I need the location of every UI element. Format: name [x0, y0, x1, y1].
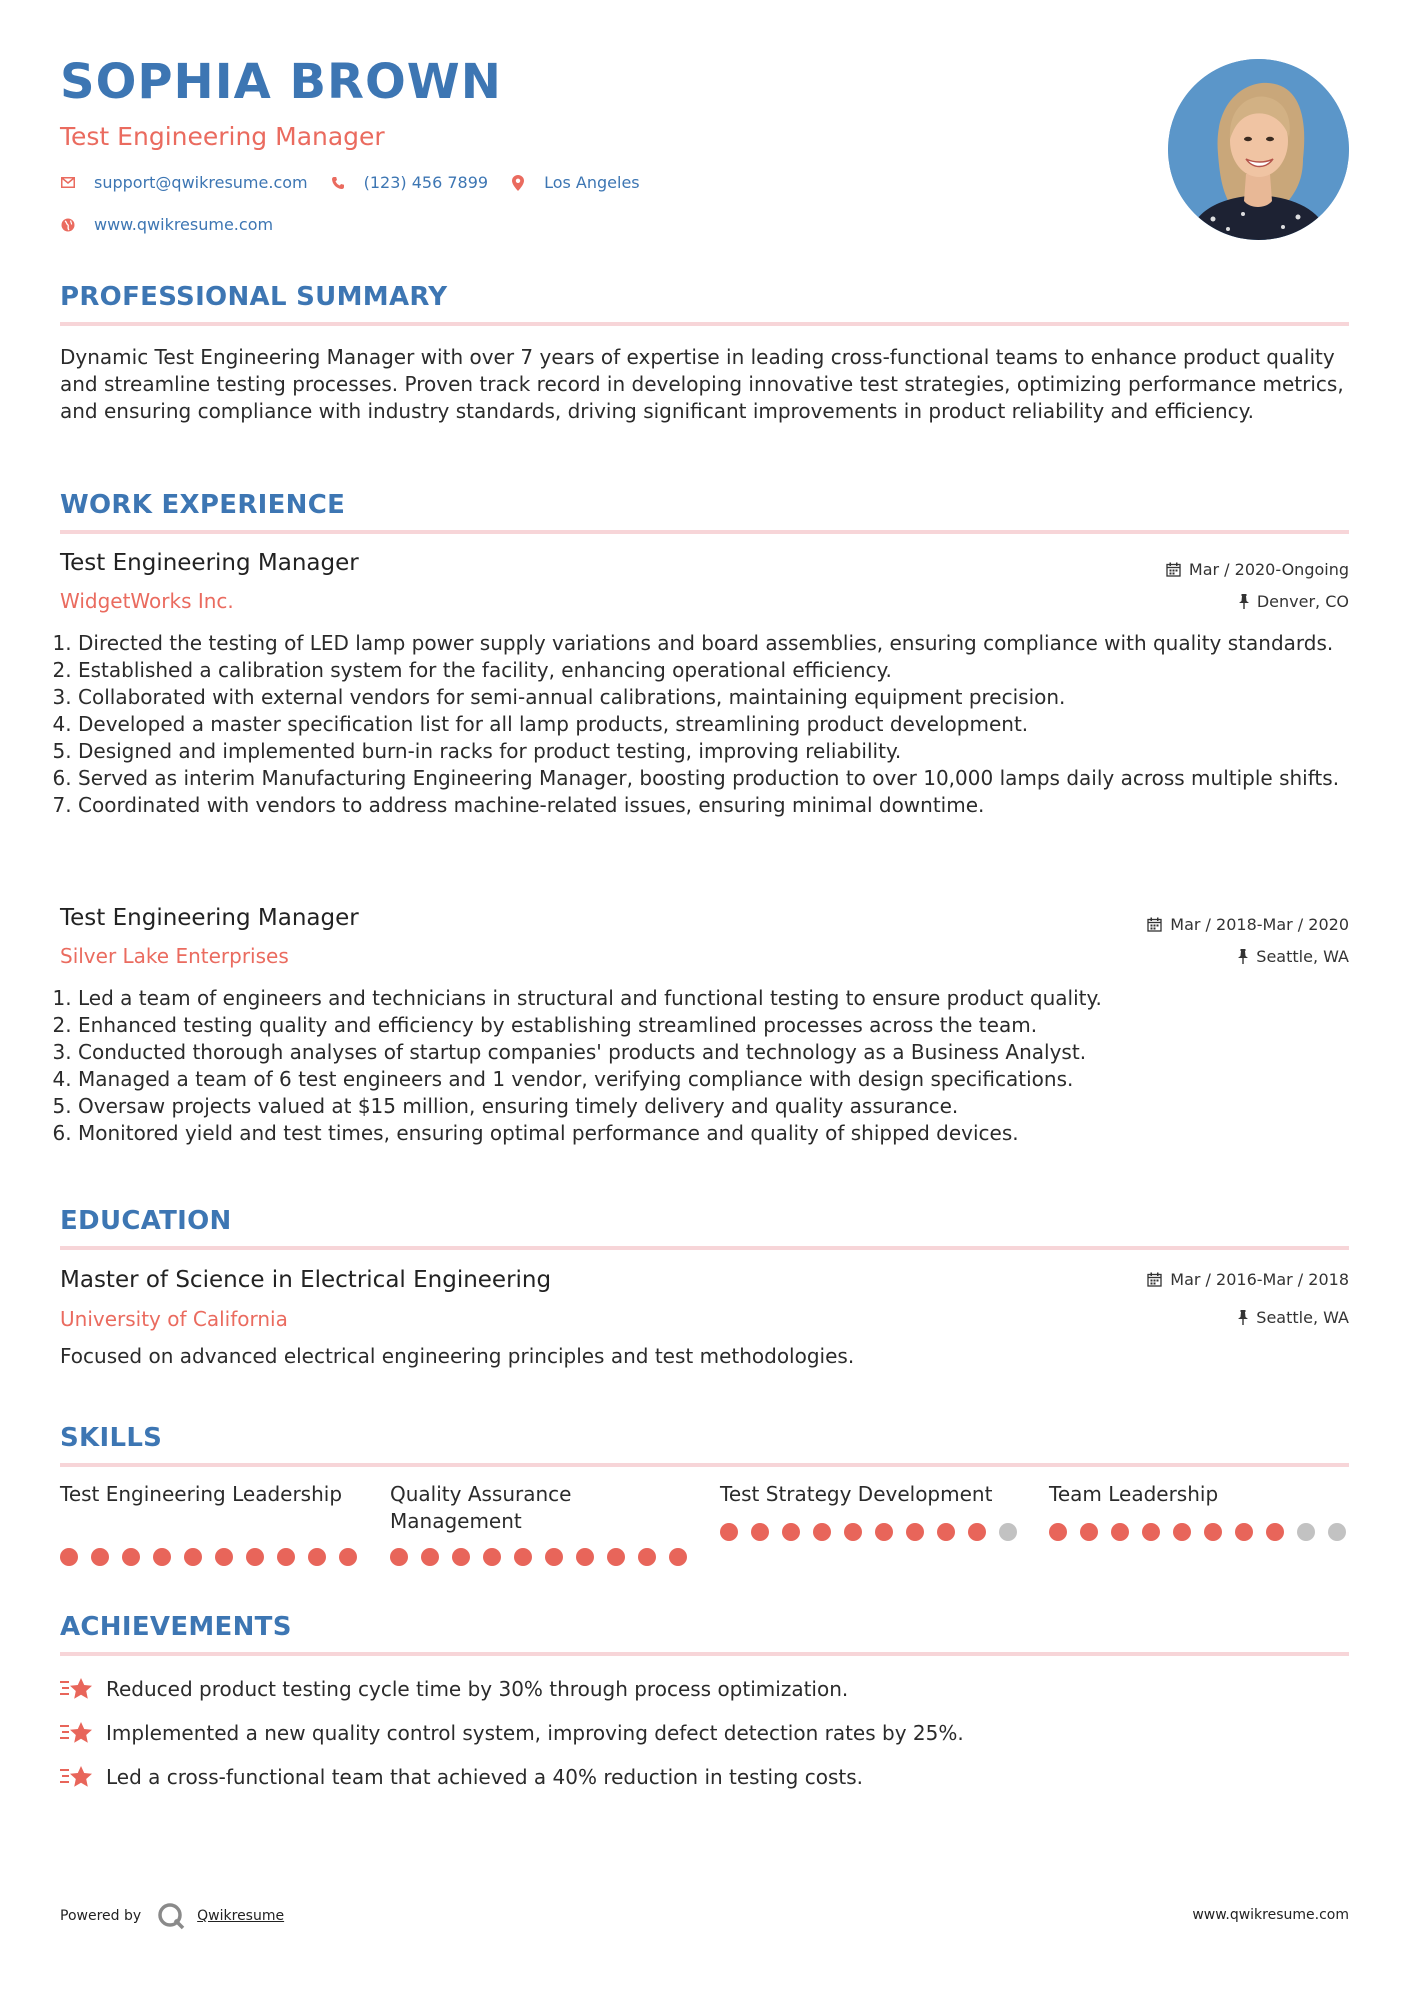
rating-dot-filled [751, 1523, 769, 1541]
list-item: 3. Collaborated with external vendors for semi-annual calibrations, maintaining equipment precision. [78, 684, 1349, 711]
company-name: Silver Lake Enterprises [60, 944, 289, 968]
skill-name: Quality Assurance Management [390, 1482, 572, 1533]
job-duties-list [60, 985, 1349, 1147]
education-location [1238, 1308, 1349, 1327]
skill-item [1049, 1481, 1349, 1535]
rating-dot-filled [452, 1548, 470, 1566]
list-item: 1. Led a team of engineers and technicians in structural and functional testing to ensure product quality. [78, 985, 1349, 1012]
experience-heading: WORK EXPERIENCE [60, 490, 346, 520]
section-divider [60, 530, 1349, 534]
rating-dot-filled [782, 1523, 800, 1541]
job-title: Test Engineering Manager [60, 905, 359, 931]
job-title: Test Engineering Manager [60, 550, 359, 576]
list-item: 3. Conducted thorough analyses of startup companies' products and technology as a Business Analyst. [78, 1039, 1349, 1066]
rating-dot-filled [1142, 1523, 1160, 1541]
company-name: WidgetWorks Inc. [60, 589, 234, 613]
job-dates [1166, 560, 1349, 579]
rating-dot-filled [1266, 1523, 1284, 1541]
website-row [60, 215, 295, 234]
list-item: 2. Established a calibration system for the facility, enhancing operational efficiency. [78, 657, 1349, 684]
candidate-role: Test Engineering Manager [60, 122, 385, 151]
rating-dot-filled [514, 1548, 532, 1566]
summary-heading: PROFESSIONAL SUMMARY [60, 282, 448, 312]
phone-icon [330, 175, 346, 191]
rating-dot-filled [669, 1548, 687, 1566]
rating-dot-filled [421, 1548, 439, 1566]
rating-dot-filled [246, 1548, 264, 1566]
rating-dot-filled [153, 1548, 171, 1566]
rating-dot-filled [60, 1548, 78, 1566]
rating-dot-filled [390, 1548, 408, 1566]
education-description: Focused on advanced electrical engineering principles and test methodologies. [60, 1344, 855, 1368]
list-item: 7. Coordinated with vendors to address machine-related issues, ensuring minimal downtime. [78, 792, 1349, 819]
job-dates [1147, 915, 1349, 934]
envelope-icon [60, 175, 76, 191]
rating-dot-filled [277, 1548, 295, 1566]
location-text: Los Angeles [544, 173, 640, 192]
skill-name: Test Engineering Leadership [60, 1482, 343, 1506]
qwikresume-logo-icon [157, 1902, 185, 1930]
rating-dot-empty [1328, 1523, 1346, 1541]
star-icon [60, 1764, 94, 1790]
skills-heading: SKILLS [60, 1423, 163, 1453]
skill-item [390, 1481, 690, 1535]
rating-dot-filled [339, 1548, 357, 1566]
list-item: 4. Developed a master specification list for all lamp products, streamlining product development. [78, 711, 1349, 738]
job-dates-text: Mar / 2018-Mar / 2020 [1170, 915, 1349, 934]
website-text: www.qwikresume.com [94, 215, 274, 234]
list-item: 2. Enhanced testing quality and efficiency by establishing streamlined processes across the team. [78, 1012, 1349, 1039]
rating-dot-filled [638, 1548, 656, 1566]
rating-dot-filled [545, 1548, 563, 1566]
skill-rating [720, 1523, 1030, 1541]
email-text: support@qwikresume.com [94, 173, 308, 192]
star-icon [60, 1676, 94, 1702]
contact-website[interactable] [60, 215, 273, 234]
brand-link[interactable]: Qwikresume [197, 1908, 285, 1924]
school-name: University of California [60, 1307, 288, 1331]
job-location-text: Denver, CO [1256, 592, 1349, 611]
globe-icon [60, 217, 76, 233]
skill-item [720, 1481, 1020, 1535]
rating-dot-filled [91, 1548, 109, 1566]
rating-dot-filled [844, 1523, 862, 1541]
education-dates [1147, 1270, 1349, 1289]
list-item: 1. Directed the testing of LED lamp power supply variations and board assemblies, ensuring compliance with quality standards. [78, 630, 1349, 657]
skill-name: Test Strategy Development [720, 1482, 993, 1506]
section-divider [60, 1463, 1349, 1467]
rating-dot-empty [999, 1523, 1017, 1541]
rating-dot-filled [1049, 1523, 1067, 1541]
job-duties-list [60, 630, 1349, 819]
calendar-icon [1147, 917, 1162, 932]
section-divider [60, 322, 1349, 326]
rating-dot-filled [308, 1548, 326, 1566]
rating-dot-filled [720, 1523, 738, 1541]
section-divider [60, 1652, 1349, 1656]
achievement-item [60, 1676, 848, 1702]
job-location-text: Seattle, WA [1256, 947, 1349, 966]
list-item: 5. Designed and implemented burn-in racks for product testing, improving reliability. [78, 738, 1349, 765]
rating-dot-filled [483, 1548, 501, 1566]
rating-dot-filled [122, 1548, 140, 1566]
achievement-text: Led a cross-functional team that achieved a 40% reduction in testing costs. [106, 1765, 864, 1789]
achievement-text: Implemented a new quality control system, improving defect detection rates by 25%. [106, 1721, 964, 1745]
job-dates-text: Mar / 2020-Ongoing [1188, 560, 1349, 579]
contact-phone[interactable] [330, 173, 488, 192]
list-item: 6. Monitored yield and test times, ensuring optimal performance and quality of shipped devices. [78, 1120, 1349, 1147]
rating-dot-filled [1173, 1523, 1191, 1541]
phone-text: (123) 456 7899 [363, 173, 489, 192]
skill-rating [1049, 1523, 1359, 1541]
summary-text: Dynamic Test Engineering Manager with over 7 years of expertise in leading cross-functional teams to enhance product quality and streamline testing processes. Proven track record in developing innovative test strategies, optimizing performance metrics, and ensuring compliance with industry standards, driving significant improvements in product reliability and efficiency. [60, 345, 1344, 423]
degree-title: Master of Science in Electrical Engineering [60, 1267, 552, 1293]
footer-website[interactable]: www.qwikresume.com [1192, 1907, 1349, 1923]
skill-item [60, 1481, 360, 1535]
pushpin-icon [1238, 1310, 1248, 1325]
rating-dot-filled [1111, 1523, 1129, 1541]
pushpin-icon [1238, 949, 1248, 964]
candidate-name: SOPHIA BROWN [60, 54, 502, 110]
rating-dot-filled [576, 1548, 594, 1566]
pushpin-icon [1239, 594, 1249, 609]
list-item: 5. Oversaw projects valued at $15 million, ensuring timely delivery and quality assurance. [78, 1093, 1349, 1120]
skill-name: Team Leadership [1049, 1482, 1219, 1506]
calendar-icon [1147, 1272, 1162, 1287]
map-pin-icon [510, 175, 526, 191]
footer-powered-by [60, 1902, 284, 1930]
calendar-icon [1166, 562, 1181, 577]
rating-dot-filled [1235, 1523, 1253, 1541]
profile-photo [1168, 59, 1349, 240]
education-location-text: Seattle, WA [1256, 1308, 1349, 1327]
achievements-heading: ACHIEVEMENTS [60, 1612, 292, 1642]
achievement-text: Reduced product testing cycle time by 30% through process optimization. [106, 1677, 849, 1701]
rating-dot-empty [1297, 1523, 1315, 1541]
achievement-item [60, 1764, 863, 1790]
powered-by-text: Powered by [60, 1908, 142, 1924]
job-location [1238, 947, 1349, 966]
achievement-item [60, 1720, 964, 1746]
rating-dot-filled [215, 1548, 233, 1566]
education-dates-text: Mar / 2016-Mar / 2018 [1170, 1270, 1349, 1289]
rating-dot-filled [875, 1523, 893, 1541]
contact-row [60, 173, 662, 192]
rating-dot-filled [607, 1548, 625, 1566]
skill-rating [60, 1548, 370, 1566]
rating-dot-filled [968, 1523, 986, 1541]
education-heading: EDUCATION [60, 1206, 232, 1236]
contact-location [510, 173, 640, 192]
job-location [1239, 592, 1349, 611]
rating-dot-filled [937, 1523, 955, 1541]
list-item: 4. Managed a team of 6 test engineers and 1 vendor, verifying compliance with design specifications. [78, 1066, 1349, 1093]
rating-dot-filled [1204, 1523, 1222, 1541]
contact-email[interactable] [60, 173, 308, 192]
skill-rating [390, 1548, 700, 1566]
rating-dot-filled [184, 1548, 202, 1566]
rating-dot-filled [813, 1523, 831, 1541]
star-icon [60, 1720, 94, 1746]
section-divider [60, 1246, 1349, 1250]
rating-dot-filled [1080, 1523, 1098, 1541]
list-item: 6. Served as interim Manufacturing Engineering Manager, boosting production to over 10,000 lamps daily across multiple shifts. [78, 765, 1349, 792]
rating-dot-filled [906, 1523, 924, 1541]
